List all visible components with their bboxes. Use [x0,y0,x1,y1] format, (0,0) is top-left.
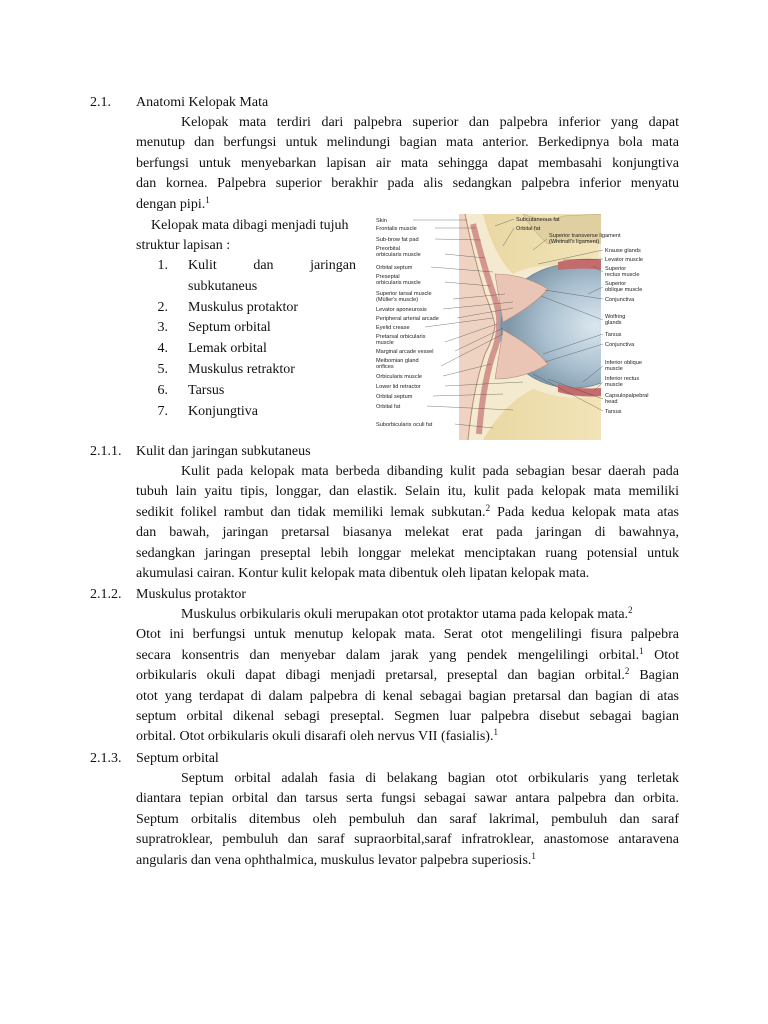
paragraph [136,113,679,215]
text-line: Septum orbitalis ditembus oleh pembuluh dan saraf lakrimal, pembuluh dan saraf [136,811,679,827]
reference-marker: 2 [628,605,633,615]
text-line [136,851,679,871]
text-fragment: Otot [643,647,679,663]
figure-label: Skin [376,218,387,224]
section-title: Anatomi Kelopak Mata [136,95,269,110]
figure-label: Levator muscle [605,257,643,263]
figure-label: Subcutaneous fat [516,217,560,223]
list-number: 2. [157,299,168,315]
section-title: Kulit dan jaringan subkutaneus [136,444,311,459]
figure-label: muscle [605,366,623,372]
figure-label: Peripheral arterial arcade [376,316,439,322]
figure-label: orifices [376,364,394,370]
figure-label: orbicularis muscle [376,252,421,258]
text-line [136,605,679,625]
list-number: 6. [157,382,168,398]
text-line: dan kornea. Palpebra superior berakhir pada alis sedangkan palpebra inferior menyatu [136,176,679,192]
list-label: Konjungtiva [188,403,258,419]
list-label: Lemak orbital [188,341,267,357]
list-item [136,256,366,277]
figure-label: Levator aponeurosis [376,307,427,313]
list-intro: Kelopak mata dibagi menjadi tujuh [151,218,349,233]
text-fragment: Bagian [629,668,679,684]
paragraph [136,605,679,748]
text-line: berfungsi untuk menyebarkan lapisan air mata sehingga dapat membasahi konjungtiva [136,155,679,171]
list-label: dan [253,258,274,273]
list-number: 5. [157,361,168,377]
text-fragment: orbikularis okuli dapat dibagi menjadi pretarsal, preseptal dan bagian orbital. [136,668,625,684]
figure-label: Orbital septum [376,265,413,271]
figure-label: Superior tarsal muscle [376,291,432,297]
reference-marker: 1 [205,194,210,205]
text-line [136,727,679,747]
figure-label: Superior transverse ligament [549,233,621,239]
paragraph [136,462,679,584]
figure-label: (Müller's muscle) [376,297,419,303]
figure-label: Lower lid retractor [376,384,421,390]
figure-label: glands [605,320,622,326]
list-label: Tarsus [188,382,225,398]
section-number: 2.1.1. [90,444,122,459]
reference-marker: 1 [493,727,498,738]
figure-label: oblique muscle [605,287,643,293]
figure-label: Eyelid crease [376,325,410,331]
list-item [136,277,366,298]
eyelid-cross-section-illustration [373,214,653,440]
figure-label: Tarsus [605,409,622,415]
figure-label: Conjunctiva [605,297,635,303]
text-fragment: angularis dan vena ophthalmica, muskulus levator palpebra superiosis. [136,852,532,868]
text-line [136,503,679,523]
layer-list [136,256,366,422]
figure-label: Orbital fat [516,226,541,232]
text-line [136,666,679,686]
list-number: 1. [157,258,168,273]
section-title: Muskulus protaktor [136,587,247,602]
text-line [136,195,679,215]
text-line: dan bawah, jaringan pretarsal biasanya melekat erat pada jaringan di bawahnya, [136,525,679,541]
figure-label: Inferior rectus [605,376,640,382]
list-item [136,381,366,402]
figure-label: Orbital septum [376,394,413,400]
reference-marker: 1 [531,850,536,861]
figure-label: Tarsus [605,332,622,338]
figure-label: Pretarsal orbicularis [376,334,426,340]
list-item [136,298,366,319]
text-fragment: sedikit folikel rambut dan tidak memiliki lemak subkutan. [136,504,486,520]
text-fragment: orbital. Otot orbikularis okuli disarafi oleh nervus VII (fasialis). [136,729,494,745]
figure-label: Conjunctiva [605,342,635,348]
figure-label: Meibomian gland [376,358,419,364]
reference-marker: 2 [624,666,630,677]
list-label: jaringan [310,258,356,273]
list-label: Septum orbital [188,320,271,336]
reference-marker: 1 [639,645,644,656]
list-label: Muskulus protaktor [188,299,299,315]
list-item [136,339,366,360]
figure-label: Preorbital [376,246,400,252]
list-item [136,360,366,381]
text-line: tubuh lain yaitu tipis, longgar, dan elastik. Selain itu, kulit pada kelopak mata memiliki [136,484,679,500]
figure-label: (Whitnall's ligament) [549,239,600,245]
section-number: 2.1. [90,95,111,110]
figure-label: muscle [376,340,394,346]
section-number: 2.1.3. [90,751,122,766]
list-item [136,318,366,339]
figure-label: rectus muscle [605,272,640,278]
text-line: supratroklear, pembuluh dan saraf supraorbital,saraf infratroklear, anastomose antaravena [136,832,679,848]
figure-label: Inferior oblique [605,360,643,366]
list-label: Kulit [188,258,217,273]
section-number: 2.1.2. [90,587,122,602]
text-line: Kulit pada kelopak mata berbeda dibanding kulit pada sebagian besar daerah pada [181,464,679,479]
text-line: akumulasi cairan. Kontur kulit kelopak mata dibentuk oleh lipatan kelopak mata. [136,566,590,582]
eyelid-anatomy-figure [373,214,653,440]
text-line: Otot ini berfungsi untuk menutup kelopak mata. Serat otot mengelilingi fisura palpebra [136,627,679,643]
text-line: diantara tepian orbital dan tarsus serta fungsi sebagai sawar antara palpebra dan orbita. [136,791,679,807]
figure-label: head [605,399,618,405]
text-fragment: Muskulus orbikularis okuli merupakan otot protaktor utama pada kelopak mata. [181,607,629,622]
list-number: 7. [157,403,168,419]
figure-label: Superior [605,281,627,287]
text-fragment: secara konsentris dan menyebar dalam jarak yang pendek mengelilingi orbital. [136,647,640,663]
figure-label: Sub-brow fat pad [376,237,419,243]
figure-label: Suborbicularis oculi fat [376,422,433,428]
list-item [136,402,366,423]
reference-marker: 2 [485,502,491,513]
text-fragment: dengan pipi. [136,196,206,212]
figure-label: orbicularis muscle [376,280,421,286]
figure-label: Capsulopalpebral [605,393,649,399]
paragraph [136,769,679,871]
figure-label: Wolfring [605,314,626,320]
figure-label: Orbital fat [376,404,401,410]
figure-label: Superior [605,266,627,272]
list-number: 3. [157,320,168,336]
text-line: Septum orbital adalah fasia di belakang bagian otot orbikularis yang terletak [181,771,679,786]
list-label: Muskulus retraktor [188,361,295,377]
text-line [136,646,679,666]
figure-label: Preseptal [376,274,400,280]
text-line: septum orbital dikenal sebagi preseptal. Segmen luar palpebra disebut sebagai bagian [136,709,679,725]
figure-label: muscle [605,382,623,388]
list-intro: struktur lapisan : [136,238,231,253]
section-title: Septum orbital [136,751,219,766]
list-label: subkutaneus [188,278,258,294]
text-line: sedangkan jaringan preseptal lebih longgar melekat menciptakan ruang potensial untuk [136,545,679,561]
text-fragment: Pada kedua kelopak mata atas [490,504,679,520]
text-line: Kelopak mata terdiri dari palpebra superior dan palpebra inferior yang dapat [181,115,679,130]
text-line: menutup dan berfungsi untuk melindungi bagian mata anterior. Berkedipnya bola mata [136,135,679,151]
list-number: 4. [157,341,168,357]
figure-label: Frontalis muscle [376,226,417,232]
text-line: otot yang terdapat di dalam palpebra di kenal sebagai bagian pretarsal dan bagian di atas [136,688,679,704]
figure-label: Marginal arcade vessel [376,349,434,355]
figure-label: Orbicularis muscle [376,374,423,380]
figure-label: Krause glands [605,248,641,254]
